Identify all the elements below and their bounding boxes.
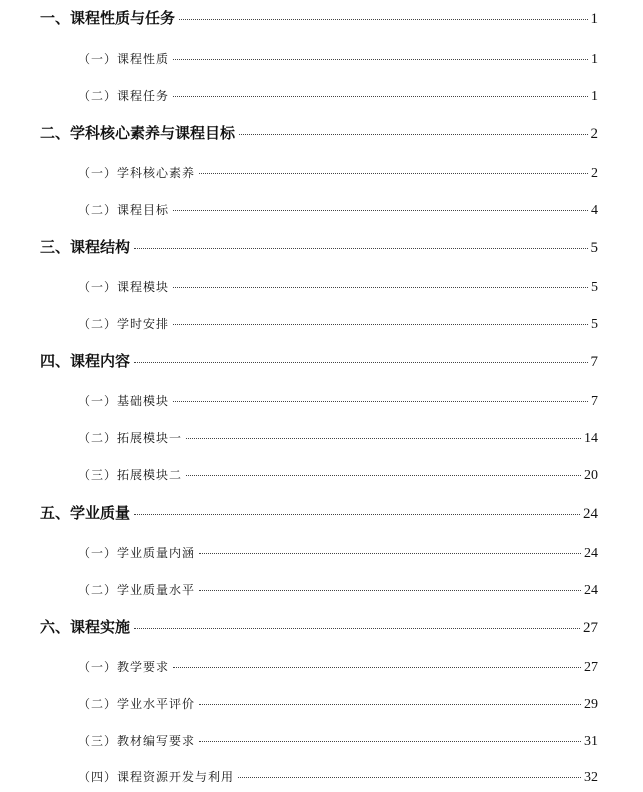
toc-chapter-4[interactable] bbox=[0, 350, 643, 371]
toc-section-3-2[interactable] bbox=[0, 315, 643, 333]
toc-section-1-2[interactable] bbox=[0, 87, 643, 105]
toc-chapter-5[interactable] bbox=[0, 502, 643, 523]
toc-chapter-6[interactable] bbox=[0, 616, 643, 637]
dot-leader bbox=[173, 401, 588, 402]
toc-label: （三）教材编写要求 bbox=[78, 734, 196, 748]
toc-section-4-3[interactable] bbox=[0, 466, 643, 484]
toc-page-number: 1 bbox=[591, 52, 598, 67]
dot-leader bbox=[239, 134, 587, 135]
toc-page-number: 7 bbox=[591, 394, 598, 409]
dot-leader bbox=[134, 514, 580, 515]
toc-section-3-1[interactable] bbox=[0, 278, 643, 296]
toc-label: （二）课程目标 bbox=[78, 203, 170, 217]
toc-section-2-1[interactable] bbox=[0, 164, 643, 182]
toc-label: （一）课程性质 bbox=[78, 52, 170, 66]
toc-section-5-2[interactable] bbox=[0, 581, 643, 599]
toc-section-6-2[interactable] bbox=[0, 695, 643, 713]
toc-label: 一、课程性质与任务 bbox=[40, 9, 176, 27]
dot-leader bbox=[173, 287, 588, 288]
toc-chapter-2[interactable] bbox=[0, 122, 643, 143]
dot-leader bbox=[179, 19, 587, 20]
toc-page-number: 31 bbox=[584, 734, 598, 749]
dot-leader bbox=[134, 248, 587, 249]
toc-section-6-4[interactable] bbox=[0, 768, 643, 786]
toc-label: 四、课程内容 bbox=[40, 352, 131, 370]
dot-leader bbox=[238, 777, 581, 778]
toc-label: （一）基础模块 bbox=[78, 394, 170, 408]
toc-page-number: 7 bbox=[590, 354, 598, 370]
dot-leader bbox=[173, 210, 588, 211]
toc-page-number: 2 bbox=[590, 126, 598, 142]
toc-page-number: 5 bbox=[591, 280, 598, 295]
toc-section-2-2[interactable] bbox=[0, 201, 643, 219]
dot-leader bbox=[199, 553, 581, 554]
dot-leader bbox=[199, 173, 588, 174]
dot-leader bbox=[134, 362, 587, 363]
dot-leader bbox=[186, 438, 581, 439]
dot-leader bbox=[134, 628, 580, 629]
toc-label: 五、学业质量 bbox=[40, 504, 131, 522]
dot-leader bbox=[173, 667, 581, 668]
dot-leader bbox=[173, 59, 588, 60]
toc-page-number: 5 bbox=[591, 317, 598, 332]
toc-label: （三）拓展模块二 bbox=[78, 468, 183, 482]
toc-page-number: 4 bbox=[591, 203, 598, 218]
toc-section-1-1[interactable] bbox=[0, 50, 643, 68]
dot-leader bbox=[173, 324, 588, 325]
toc-page-number: 1 bbox=[590, 11, 598, 27]
dot-leader bbox=[199, 704, 581, 705]
toc-section-5-1[interactable] bbox=[0, 544, 643, 562]
toc-label: 六、课程实施 bbox=[40, 618, 131, 636]
dot-leader bbox=[186, 475, 581, 476]
toc-page-number: 24 bbox=[584, 546, 598, 561]
toc-page-number: 29 bbox=[584, 697, 598, 712]
toc-page-number: 14 bbox=[584, 431, 598, 446]
toc-section-4-2[interactable] bbox=[0, 429, 643, 447]
toc-section-6-3[interactable] bbox=[0, 732, 643, 750]
toc-chapter-1[interactable] bbox=[0, 7, 643, 28]
toc-label: 二、学科核心素养与课程目标 bbox=[40, 124, 236, 142]
toc-page-number: 1 bbox=[591, 89, 598, 104]
toc-label: （二）课程任务 bbox=[78, 89, 170, 103]
toc-label: （一）课程模块 bbox=[78, 280, 170, 294]
toc-chapter-3[interactable] bbox=[0, 236, 643, 257]
toc-label: （一）学业质量内涵 bbox=[78, 546, 196, 560]
toc-label: 三、课程结构 bbox=[40, 238, 131, 256]
dot-leader bbox=[199, 741, 581, 742]
toc-label: （一）学科核心素养 bbox=[78, 166, 196, 180]
toc-section-6-1[interactable] bbox=[0, 658, 643, 676]
toc-page-number: 32 bbox=[584, 770, 598, 785]
dot-leader bbox=[199, 590, 581, 591]
toc-page-number: 27 bbox=[583, 620, 598, 636]
toc-page-number: 27 bbox=[584, 660, 598, 675]
toc-label: （二）学时安排 bbox=[78, 317, 170, 331]
toc-label: （一）教学要求 bbox=[78, 660, 170, 674]
toc-page-number: 20 bbox=[584, 468, 598, 483]
toc-page-number: 2 bbox=[591, 166, 598, 181]
toc-section-4-1[interactable] bbox=[0, 392, 643, 410]
toc-label: （二）拓展模块一 bbox=[78, 431, 183, 445]
toc-page-number: 5 bbox=[590, 240, 598, 256]
toc-label: （四）课程资源开发与利用 bbox=[78, 770, 235, 784]
dot-leader bbox=[173, 96, 588, 97]
toc-label: （二）学业水平评价 bbox=[78, 697, 196, 711]
toc-label: （二）学业质量水平 bbox=[78, 583, 196, 597]
toc-page-number: 24 bbox=[583, 506, 598, 522]
toc-page-number: 24 bbox=[584, 583, 598, 598]
